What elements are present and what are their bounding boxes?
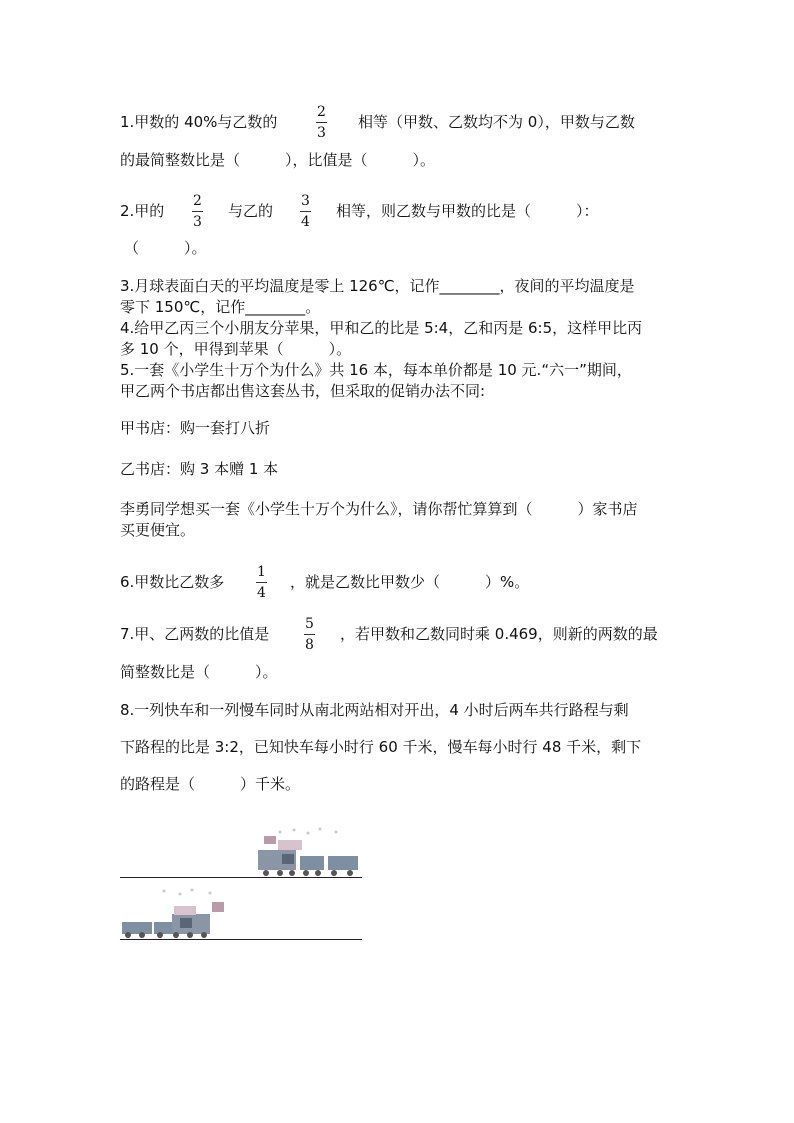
q1-line2: 的最简整数比是（ ），比值是（ ）。 <box>120 151 436 169</box>
q2-fraction-1-numerator: 2 <box>193 193 202 209</box>
q2-fraction-2-numerator: 3 <box>301 193 310 209</box>
track-line-bottom <box>120 939 362 940</box>
q2-text-c: 相等，则乙数与甲数的比是（ ）： <box>336 202 599 220</box>
q6-fraction <box>256 564 267 601</box>
train-right-facing-icon <box>250 826 362 878</box>
q7-fraction-numerator: 5 <box>305 616 314 632</box>
fraction-bar <box>300 211 311 212</box>
train-left-facing-icon <box>120 888 230 940</box>
q4-line1: 4.给甲乙丙三个小朋友分苹果，甲和乙的比是 5:4，乙和丙是 6:5，这样甲比丙 <box>120 319 643 337</box>
fraction-bar <box>192 211 203 212</box>
q2-text-a: 2.甲的 <box>120 202 165 220</box>
q5-line1: 5.一套《小学生十万个为什么》共 16 本，每本单价都是 10 元.“六一”期间， <box>120 361 632 379</box>
q2-fraction-1-denominator: 3 <box>193 214 202 230</box>
q6-fraction-numerator: 1 <box>257 564 266 580</box>
q1-text-a: 1.甲数的 40%与乙数的 <box>120 113 278 131</box>
q5-line4: 买更便宜。 <box>120 521 196 539</box>
q8-line1: 8.一列快车和一列慢车同时从南北两站相对开出，4 小时后两车共行路程与剩 <box>120 701 629 719</box>
q7-line2: 简整数比是（ ）。 <box>120 663 278 681</box>
q6-text-b: ，就是乙数比甲数少（ ）%。 <box>290 573 530 591</box>
q5-store-b: 乙书店：购 3 本赠 1 本 <box>120 460 279 478</box>
q5-line2: 甲乙两个书店都出售这套丛书，但采取的促销办法不同: <box>120 382 486 400</box>
q6-fraction-denominator: 4 <box>257 585 266 601</box>
q2-fraction-2-denominator: 4 <box>301 214 310 230</box>
fraction-bar <box>256 582 267 583</box>
q2-fraction-2 <box>300 193 311 230</box>
q2-fraction-1 <box>192 193 203 230</box>
q1-fraction-denominator: 3 <box>317 125 326 141</box>
q1-text-b: 相等（甲数、乙数均不为 0），甲数与乙数 <box>358 113 635 131</box>
q3-line1: 3.月球表面白天的平均温度是零上 126℃，记作________，夜间的平均温度是 <box>120 277 635 295</box>
track-line-top <box>120 877 362 878</box>
q1-fraction-numerator: 2 <box>317 104 326 120</box>
q4-line2: 多 10 个，甲得到苹果（ ）。 <box>120 340 352 358</box>
q7-fraction <box>304 616 315 653</box>
q2-line2: （ ）。 <box>124 239 207 257</box>
q7-text-b: ，若甲数和乙数同时乘 0.469，则新的两数的最 <box>340 625 658 643</box>
fraction-bar <box>304 634 315 635</box>
q1-fraction <box>316 104 327 141</box>
q7-fraction-denominator: 8 <box>305 637 314 653</box>
fraction-bar <box>316 122 327 123</box>
q2-text-b: 与乙的 <box>228 202 274 220</box>
q8-line3: 的路程是（ ）千米。 <box>120 775 301 793</box>
q7-text-a: 7.甲、乙两数的比值是 <box>120 625 270 643</box>
q8-line2: 下路程的比是 3:2，已知快车每小时行 60 千米，慢车每小时行 48 千米，剩下 <box>120 738 642 756</box>
q6-text-a: 6.甲数比乙数多 <box>120 573 225 591</box>
q5-line3: 李勇同学想买一套《小学生十万个为什么》，请你帮忙算算到（ ）家书店 <box>120 500 638 518</box>
q3-line2: 零下 150℃，记作________。 <box>120 298 321 316</box>
q5-store-a: 甲书店：购一套打八折 <box>120 419 271 437</box>
